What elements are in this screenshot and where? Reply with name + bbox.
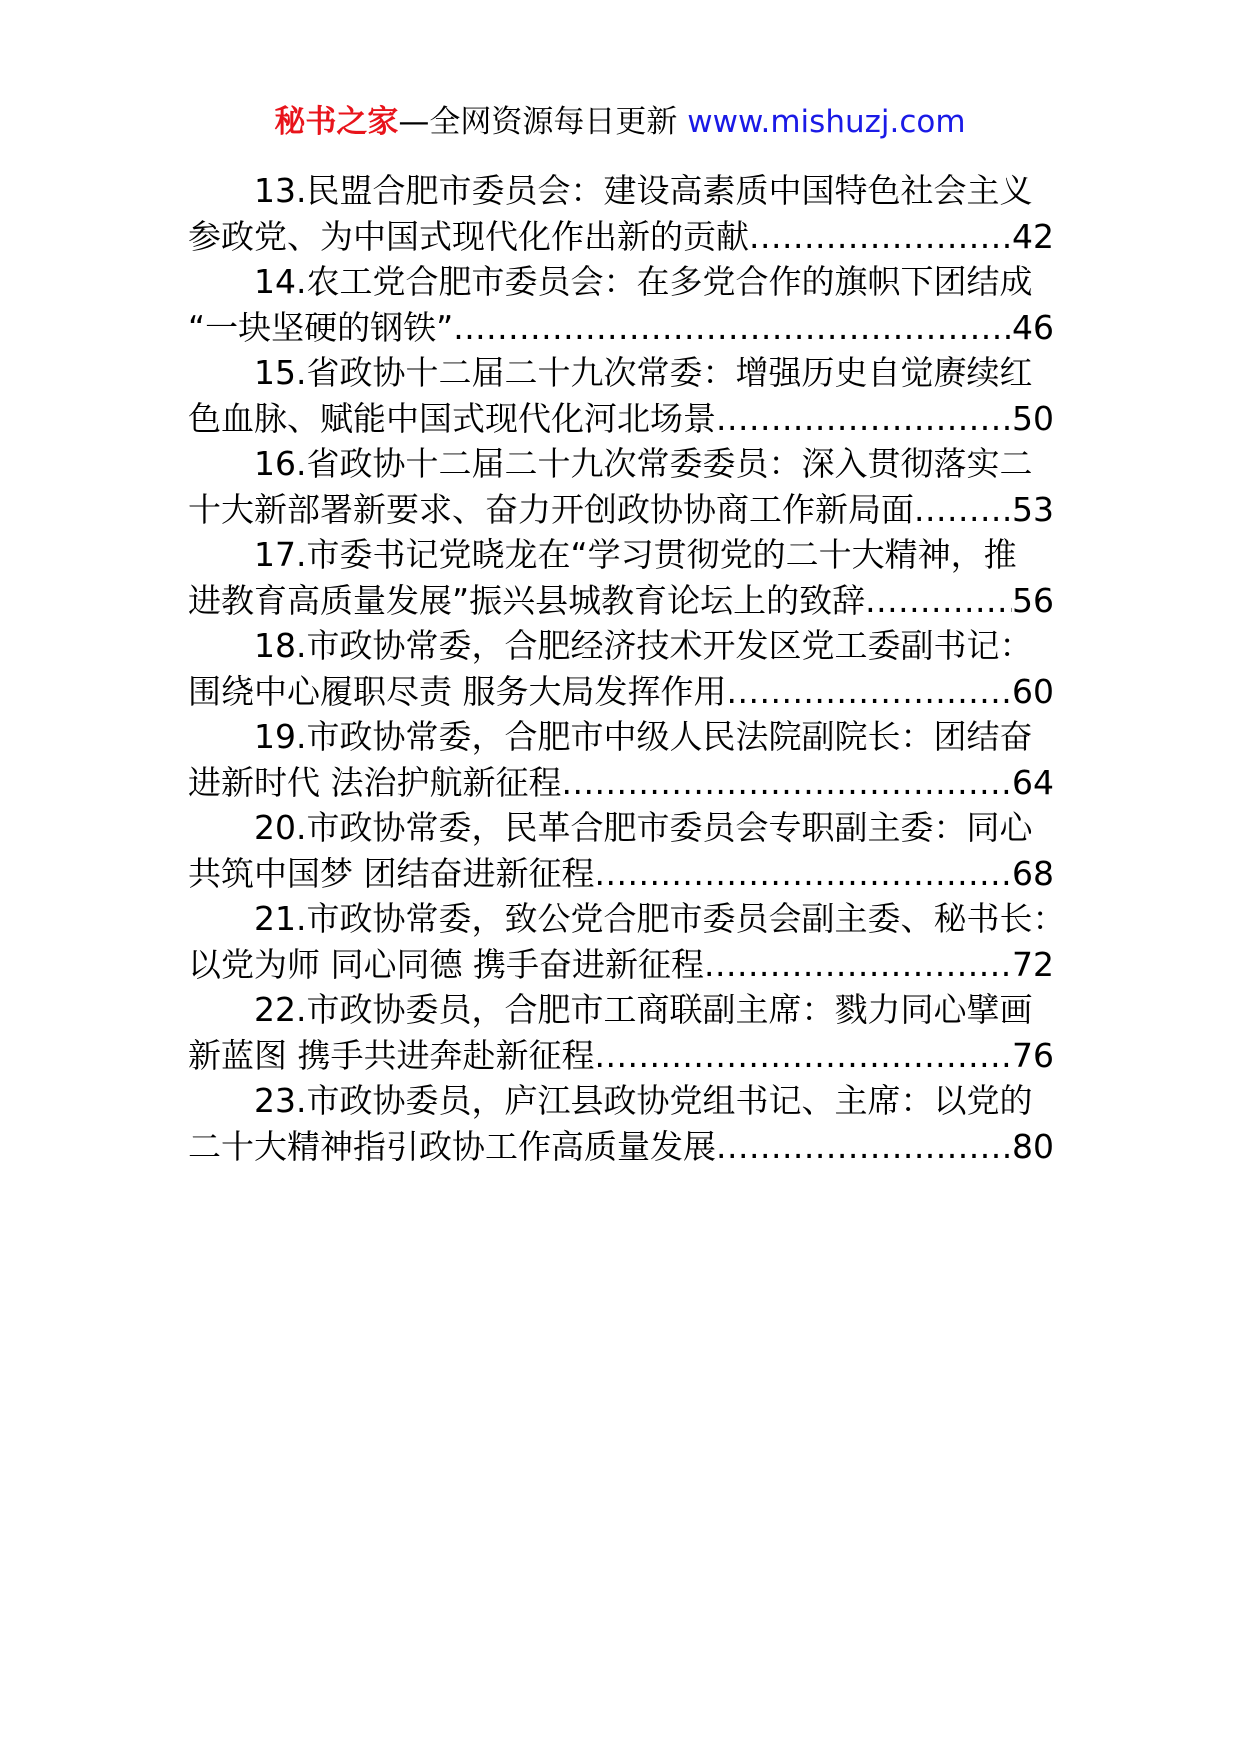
toc-entry-20[interactable] [188, 805, 1054, 896]
toc-entry-title: 14.农工党合肥市委员会：在多党合作的旗帜下团结成 [254, 262, 1033, 301]
dot-leader [749, 214, 1012, 260]
page-number: 50 [1012, 398, 1054, 438]
toc-entry-title-cont: 参政党、为中国式现代化作出新的贡献 [188, 216, 749, 256]
toc-entry-title-cont: 围绕中心履职尽责 服务大局发挥作用 [188, 671, 727, 711]
toc-entry-13[interactable] [188, 168, 1054, 259]
toc-entry-title: 20.市政协常委，民革合肥市委员会专职副主委：同心 [254, 808, 1033, 847]
dot-leader [562, 760, 1013, 806]
toc-entry-title-cont: 进新时代 法治护航新征程 [188, 762, 562, 802]
page-number: 53 [1012, 489, 1054, 529]
table-of-contents [188, 168, 1066, 1169]
toc-entry-title: 18.市政协常委，合肥经济技术开发区党工委副书记： [254, 626, 1033, 665]
header-slogan: —全网资源每日更新 [398, 104, 688, 140]
dot-leader [453, 305, 1012, 351]
toc-entry-title: 17.市委书记党晓龙在“学习贯彻党的二十大精神，推 [254, 535, 1017, 574]
toc-entry-15[interactable] [188, 350, 1054, 441]
brand-name: 秘书之家 [274, 104, 399, 140]
dot-leader [595, 1033, 1013, 1079]
toc-entry-title-cont: 共筑中国梦 团结奋进新征程 [188, 853, 595, 893]
toc-entry-16[interactable] [188, 441, 1054, 532]
dot-leader [595, 851, 1013, 897]
toc-entry-title: 21.市政协常委，致公党合肥市委员会副主委、秘书长： [254, 899, 1066, 938]
toc-entry-21[interactable] [188, 896, 1066, 987]
page-number: 80 [1012, 1126, 1054, 1166]
toc-entry-22[interactable] [188, 987, 1054, 1078]
dot-leader [716, 396, 1012, 442]
toc-entry-19[interactable] [188, 714, 1054, 805]
toc-entry-title-cont: “一块坚硬的钢铁” [188, 307, 454, 347]
toc-entry-14[interactable] [188, 259, 1054, 350]
dot-leader [716, 1124, 1012, 1170]
dot-leader [704, 942, 1012, 988]
toc-entry-title-cont: 二十大精神指引政协工作高质量发展 [188, 1126, 716, 1166]
dot-leader [727, 669, 1013, 715]
toc-entry-title: 15.省政协十二届二十九次常委：增强历史自觉赓续红 [254, 353, 1033, 392]
toc-entry-title: 23.市政协委员，庐江县政协党组书记、主席：以党的 [254, 1081, 1033, 1120]
toc-entry-18[interactable] [188, 623, 1054, 714]
dot-leader [865, 578, 1012, 624]
page-number: 68 [1012, 853, 1054, 893]
toc-entry-23[interactable] [188, 1078, 1054, 1169]
toc-entry-title-cont: 进教育高质量发展”振兴县城教育论坛上的致辞 [188, 580, 866, 620]
toc-entry-title: 22.市政协委员，合肥市工商联副主席：戮力同心擘画 [254, 990, 1033, 1029]
page-number: 76 [1012, 1035, 1054, 1075]
page-number: 56 [1012, 580, 1054, 620]
page-number: 72 [1012, 944, 1054, 984]
page-number: 46 [1012, 307, 1054, 347]
website-link[interactable]: www.mishuzj.com [687, 104, 966, 140]
toc-entry-title-cont: 以党为师 同心同德 携手奋进新征程 [188, 944, 704, 984]
page-number: 60 [1012, 671, 1054, 711]
dot-leader [914, 487, 1012, 533]
page-number: 42 [1012, 216, 1054, 256]
toc-entry-title: 19.市政协常委，合肥市中级人民法院副院长：团结奋 [254, 717, 1033, 756]
page-number: 64 [1012, 762, 1054, 802]
toc-entry-title-cont: 十大新部署新要求、奋力开创政协协商工作新局面 [188, 489, 914, 529]
toc-entry-title: 16.省政协十二届二十九次常委委员：深入贯彻落实二 [254, 444, 1033, 483]
toc-entry-title-cont: 新蓝图 携手共进奔赴新征程 [188, 1035, 595, 1075]
toc-entry-17[interactable] [188, 532, 1054, 623]
toc-entry-title: 13.民盟合肥市委员会：建设高素质中国特色社会主义 [254, 171, 1033, 210]
page-header [0, 100, 1240, 144]
toc-entry-title-cont: 色血脉、赋能中国式现代化河北场景 [188, 398, 716, 438]
